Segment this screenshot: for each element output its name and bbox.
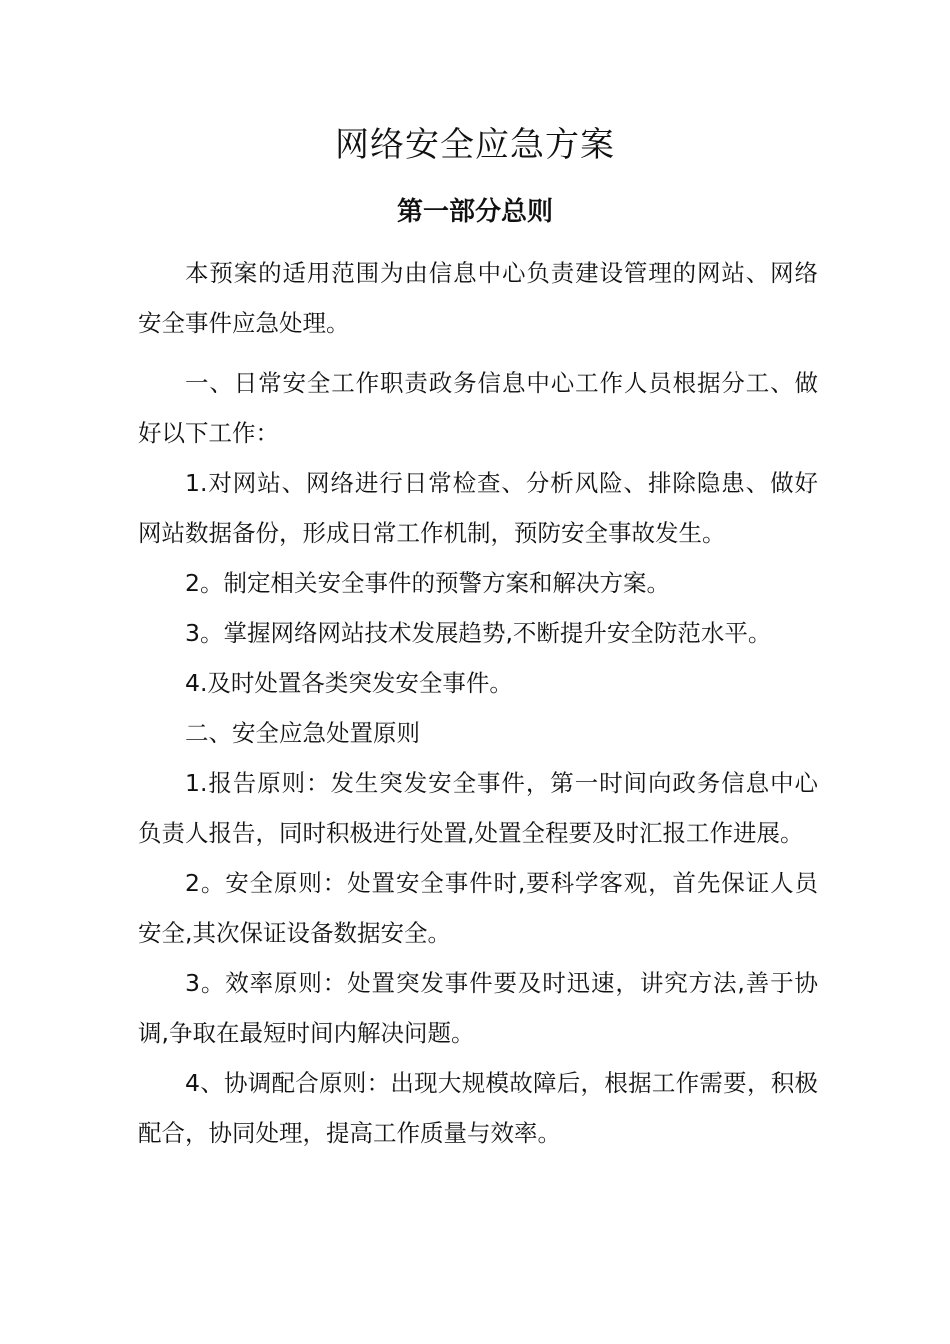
document-body (138, 248, 818, 1158)
paragraph-scope: 本预案的适用范围为由信息中心负责建设管理的网站、网络安全事件应急处理。 (138, 259, 818, 337)
section-title: 第一部分总则 (396, 197, 553, 227)
paragraph-duty-4: 4.及时处置各类突发安全事件。 (185, 669, 513, 697)
document-title: 网络安全应急方案 (335, 125, 615, 165)
paragraph-principles-heading: 二、安全应急处置原则 (185, 719, 420, 747)
paragraph-duty-2: 2。制定相关安全事件的预警方案和解决方案。 (185, 569, 670, 597)
paragraph-principle-1: 1.报告原则：发生突发安全事件，第一时间向政务信息中心负责人报告，同时积极进行处置,处置全程要及时汇报工作进展。 (138, 769, 818, 847)
paragraph-daily-duties-heading: 一、日常安全工作职责政务信息中心工作人员根据分工、做好以下工作： (138, 369, 818, 447)
paragraph-duty-3: 3。掌握网络网站技术发展趋势,不断提升安全防范水平。 (185, 619, 772, 647)
paragraph-principle-4: 4、协调配合原则：出现大规模故障后，根据工作需要，积极配合，协同处理，提高工作质量与效率。 (138, 1069, 818, 1147)
paragraph-principle-3: 3。效率原则：处置突发事件要及时迅速，讲究方法,善于协调,争取在最短时间内解决问题。 (138, 969, 818, 1047)
paragraph-duty-1: 1.对网站、网络进行日常检查、分析风险、排除隐患、做好网站数据备份，形成日常工作机制，预防安全事故发生。 (138, 469, 818, 547)
paragraph-principle-2: 2。安全原则：处置安全事件时,要科学客观，首先保证人员安全,其次保证设备数据安全。 (138, 869, 818, 947)
